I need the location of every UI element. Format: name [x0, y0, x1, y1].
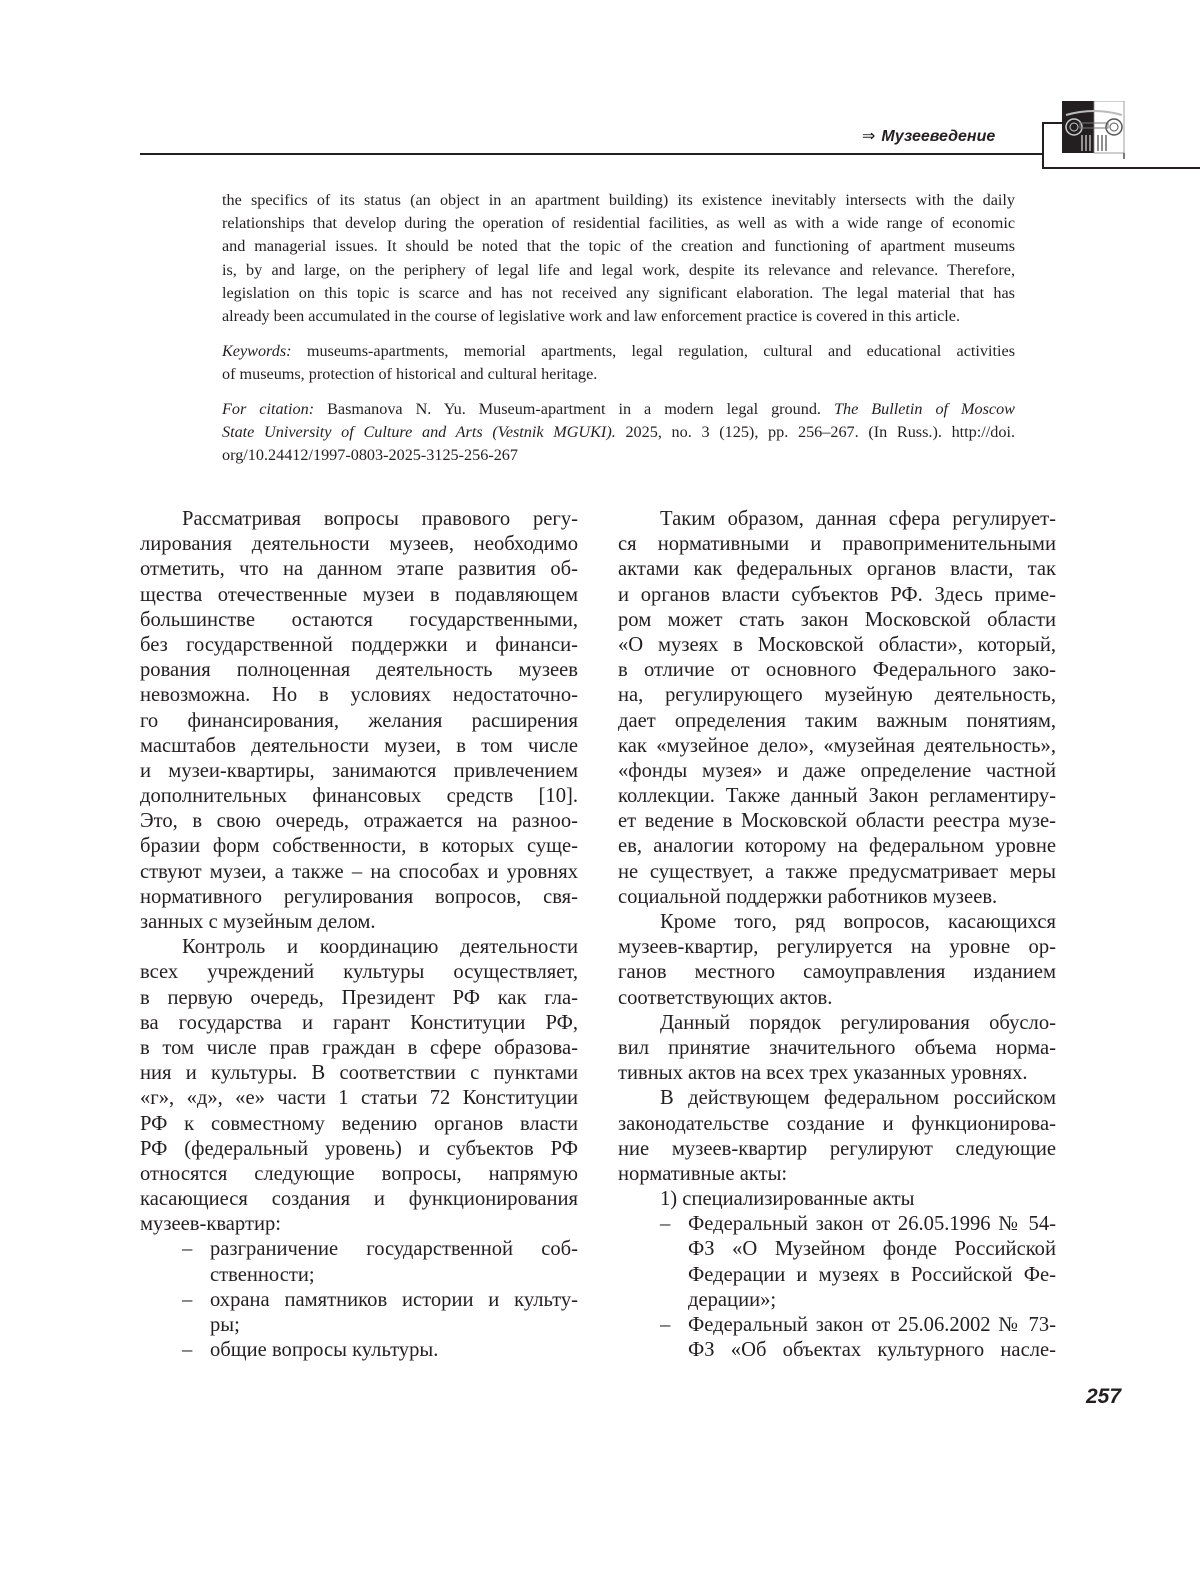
- list-dash: –: [182, 1288, 193, 1311]
- list-dash: –: [660, 1213, 671, 1236]
- text-line: [140, 960, 578, 985]
- line-text: в отличие от основного Федерального зако-: [618, 659, 1056, 682]
- text-line: [618, 1212, 1056, 1237]
- text-line: [140, 557, 578, 582]
- abstract-line: is, by and large, on the periphery of legal life and legal work, despite its relevance and relevance. Therefore,: [222, 260, 1015, 279]
- line-text: как «музейное дело», «музейная деятельность»,: [618, 734, 1056, 757]
- line-text: большинстве остаются государственными,: [140, 608, 578, 631]
- text-line: [618, 683, 1056, 708]
- text-line: [618, 910, 1056, 935]
- line-text: Федерации и музеях в Российской Фе-: [688, 1263, 1056, 1286]
- line-text: РФ (федеральный уровень) и субъектов РФ: [140, 1137, 578, 1160]
- text-line: [140, 583, 578, 608]
- paragraph: [618, 1011, 1056, 1087]
- line-text: ва государства и гарант Конституции РФ,: [140, 1011, 578, 1034]
- paragraph: [140, 507, 578, 935]
- list-item: [140, 1288, 578, 1338]
- text-line: [618, 1112, 1056, 1137]
- line-text: вил принятие значительного объема норма-: [618, 1036, 1056, 1059]
- text-line: [618, 532, 1056, 557]
- text-line: [618, 557, 1056, 582]
- page-number: 257: [1086, 1385, 1122, 1408]
- line-text: лирования деятельности музеев, необходимо: [140, 533, 578, 556]
- line-text: ние музеев-квартир регулируют следующие: [618, 1137, 1056, 1160]
- abstract-line: already been accumulated in the course of legislative work and law enforcement practice is covered in this article.: [222, 306, 961, 325]
- text-line: [140, 1112, 578, 1137]
- text-line: [140, 1212, 578, 1237]
- text-line: [140, 1036, 578, 1061]
- section-title-text: Музееведение: [881, 128, 996, 145]
- line-text: Это, в свою очередь, отражается на разноо-: [140, 810, 578, 833]
- line-text: музеев-квартир:: [140, 1213, 281, 1236]
- paragraph: [618, 1187, 1056, 1212]
- line-text: Рассматривая вопросы правового регу-: [182, 508, 578, 530]
- line-text: и органов власти субъектов РФ. Здесь приме-: [618, 583, 1056, 606]
- line-text: масштабов деятельности музеи, в том числе: [140, 734, 578, 757]
- line-text: ся нормативными и правоприменительными: [618, 533, 1056, 556]
- text-line: [140, 1137, 578, 1162]
- text-line: [140, 507, 578, 532]
- line-text: Кроме того, ряд вопросов, касающихся: [660, 911, 1056, 933]
- paragraph: [140, 935, 578, 1237]
- keywords-line-segment: of museums, protection of historical and cultural heritage.: [222, 365, 598, 384]
- text-line: [140, 784, 578, 809]
- citation-line-segment: The Bulletin of Moscow: [833, 400, 1015, 418]
- line-text: дерации»;: [688, 1288, 777, 1311]
- line-text: нормативного регулирования вопросов, свя-: [140, 885, 578, 908]
- arrow-icon: ⇒: [862, 128, 876, 145]
- line-text: Данный порядок регулирования обусло-: [660, 1011, 1056, 1034]
- list-item: [140, 1237, 578, 1287]
- line-text: «О музеях в Московской области», который,: [618, 633, 1056, 656]
- line-text: «фонды музея» и даже определение частной: [618, 759, 1056, 782]
- list-dash: –: [182, 1238, 193, 1261]
- line-text: ния и культуры. В соответствии с пунктами: [140, 1062, 578, 1085]
- line-text: нормативные акты:: [618, 1162, 788, 1185]
- text-line: [140, 809, 578, 834]
- text-line: [140, 834, 578, 859]
- text-line: [140, 1187, 578, 1212]
- text-line: [140, 935, 578, 960]
- line-text: отметить, что на данном этапе развития об-: [140, 558, 578, 581]
- text-line: [618, 1313, 1056, 1338]
- citation-line: [222, 421, 1015, 444]
- line-text: ственности;: [210, 1263, 315, 1286]
- text-line: [140, 986, 578, 1011]
- list-item: [618, 1313, 1056, 1363]
- text-line: [618, 1237, 1056, 1262]
- text-line: [618, 860, 1056, 885]
- paragraph: [618, 1086, 1056, 1187]
- line-text: го финансирования, желания расширения: [140, 709, 578, 732]
- text-line: [618, 759, 1056, 784]
- text-line: [618, 583, 1056, 608]
- logo-frame-top: [1042, 122, 1062, 124]
- ionic-column-capital-icon: [1062, 101, 1126, 159]
- text-line: [140, 1263, 578, 1288]
- keywords-line-segment: Keywords:: [222, 342, 292, 360]
- line-text: разграничение государственной соб-: [210, 1238, 578, 1261]
- abstract: [222, 189, 1015, 328]
- line-text: «г», «д», «е» части 1 статьи 72 Конституции: [140, 1087, 578, 1110]
- text-line: [618, 986, 1056, 1011]
- line-text: ет ведение в Московской области реестра музе-: [618, 810, 1056, 833]
- text-line: [618, 885, 1056, 910]
- line-text: Федеральный закон от 25.06.2002 № 73-: [688, 1314, 1056, 1336]
- section-title: [862, 126, 995, 146]
- line-text: дает определения таким важным понятиям,: [618, 709, 1056, 732]
- line-text: соответствующих актов.: [618, 986, 833, 1009]
- line-text: законодательстве создание и функционирова-: [618, 1112, 1056, 1135]
- line-text: Федеральный закон от 26.05.1996 № 54-: [688, 1213, 1056, 1236]
- list-dash: –: [182, 1339, 193, 1362]
- body-column-left: [140, 507, 578, 1363]
- text-line: [618, 1288, 1056, 1313]
- header-rule: [140, 153, 1042, 155]
- text-line: [140, 1011, 578, 1036]
- text-line: [618, 608, 1056, 633]
- text-line: [618, 633, 1056, 658]
- text-line: [140, 1237, 578, 1262]
- line-text: невозможна. Но в условиях недостаточно-: [140, 684, 578, 707]
- keywords-line-segment: museums-apartments, memorial apartments, legal regulation, cultural and educational activities: [291, 342, 1015, 360]
- line-text: касающиеся создания и функционирования: [140, 1188, 578, 1211]
- text-line: [618, 960, 1056, 985]
- text-line: [140, 910, 578, 935]
- line-text: ФЗ «Об объектах культурного насле-: [688, 1339, 1056, 1362]
- line-text: относятся следующие вопросы, напрямую: [140, 1162, 578, 1185]
- line-text: без государственной поддержки и финанси-: [140, 633, 578, 656]
- text-line: [618, 809, 1056, 834]
- line-text: дополнительных финансовых средств [10].: [140, 785, 578, 808]
- text-line: [618, 1162, 1056, 1187]
- line-text: рования полноценная деятельность музеев: [140, 659, 578, 682]
- line-text: общие вопросы культуры.: [210, 1339, 439, 1362]
- paragraph: [618, 910, 1056, 1011]
- text-line: [618, 658, 1056, 683]
- list-dash: –: [660, 1314, 671, 1336]
- logo-frame-left: [1042, 122, 1044, 168]
- abstract-line: legislation on this topic is scarce and has not received any significant elaboration. The legal material that has: [222, 283, 1015, 302]
- list-item: [140, 1338, 578, 1363]
- list-item: [618, 1212, 1056, 1313]
- text-line: [140, 1086, 578, 1111]
- text-line: [140, 608, 578, 633]
- text-line: [618, 1086, 1056, 1111]
- citation-line-segment: Basmanova N. Yu. Museum-apartment in a modern legal ground.: [314, 400, 834, 418]
- text-line: [618, 1137, 1056, 1162]
- citation-line-segment: org/10.24412/1997-0803-2025-3125-256-267: [222, 446, 518, 465]
- text-line: [618, 834, 1056, 859]
- body-column-right: [618, 507, 1056, 1363]
- line-text: бразии форм собственности, в которых суще-: [140, 835, 578, 858]
- abstract-line: the specifics of its status (an object in an apartment building) its existence inevitably intersects with the daily: [222, 191, 1015, 209]
- line-text: музеев-квартир, регулируется на уровне ор-: [618, 936, 1056, 959]
- line-text: на, регулирующего музейную деятельность,: [618, 684, 1056, 707]
- line-text: тивных актов на всех трех указанных уровнях.: [618, 1062, 1028, 1085]
- text-line: [140, 633, 578, 658]
- text-line: [140, 759, 578, 784]
- text-line: [140, 709, 578, 734]
- citation-line-segment: State University of Culture and Arts (Vestnik MGUKI).: [222, 423, 616, 442]
- text-line: [140, 1061, 578, 1086]
- keywords: [222, 340, 1015, 386]
- text-line: [140, 658, 578, 683]
- text-line: [618, 1263, 1056, 1288]
- citation-line: [222, 398, 1015, 421]
- keywords-line: [222, 340, 1015, 363]
- line-text: актами как федеральных органов власти, так: [618, 558, 1056, 581]
- text-line: [618, 1011, 1056, 1036]
- line-text: всех учреждений культуры осуществляет,: [140, 961, 578, 984]
- text-line: [140, 885, 578, 910]
- line-text: не существует, а также предусматривает меры: [618, 860, 1056, 883]
- line-text: охрана памятников истории и культу-: [210, 1288, 578, 1311]
- logo-frame-bottom: [1042, 167, 1200, 169]
- text-line: [140, 1338, 578, 1363]
- line-text: ФЗ «О Музейном фонде Российской: [688, 1238, 1056, 1261]
- text-line: [618, 935, 1056, 960]
- line-text: 1) специализированные акты: [660, 1188, 915, 1211]
- text-line: [140, 1288, 578, 1313]
- abstract-line: and managerial issues. It should be noted that the topic of the creation and functioning of apartment museums: [222, 237, 1015, 256]
- text-line: [140, 532, 578, 557]
- text-line: [618, 709, 1056, 734]
- text-line: [618, 734, 1056, 759]
- text-line: [140, 1162, 578, 1187]
- text-line: [140, 683, 578, 708]
- line-text: занных с музейным делом.: [140, 911, 376, 933]
- text-line: [618, 1036, 1056, 1061]
- line-text: социальной поддержки работников музеев.: [618, 885, 998, 908]
- line-text: в первую очередь, Президент РФ как гла-: [140, 986, 578, 1009]
- line-text: щества отечественные музеи в подавляющем: [140, 583, 578, 606]
- abstract-line: relationships that develop during the operation of residential facilities, as well as with a wide range of economic: [222, 214, 1015, 233]
- line-text: коллекции. Также данный Закон регламентиру-: [618, 785, 1056, 808]
- citation-line: [222, 444, 1015, 467]
- citation-line-segment: For citation:: [222, 400, 315, 418]
- line-text: Контроль и координацию деятельности: [182, 936, 578, 959]
- text-line: [618, 507, 1056, 532]
- line-text: ром может стать закон Московской области: [618, 608, 1056, 631]
- text-line: [618, 784, 1056, 809]
- text-line: [140, 1313, 578, 1338]
- line-text: РФ к совместному ведению органов власти: [140, 1112, 578, 1135]
- line-text: В действующем федеральном российском: [660, 1087, 1056, 1110]
- line-text: ев, аналогии которому на федеральном уровне: [618, 835, 1056, 858]
- text-line: [618, 1338, 1056, 1363]
- line-text: в том числе прав граждан в сфере образова-: [140, 1036, 578, 1059]
- citation: [222, 398, 1015, 468]
- keywords-line: [222, 363, 1015, 386]
- text-line: [140, 734, 578, 759]
- line-text: ствуют музеи, а также – на способах и уровнях: [140, 860, 578, 883]
- text-line: [140, 860, 578, 885]
- text-line: [618, 1187, 1056, 1212]
- paragraph: [618, 507, 1056, 910]
- text-line: [618, 1061, 1056, 1086]
- line-text: ры;: [210, 1314, 240, 1336]
- line-text: и музеи-квартиры, занимаются привлечением: [140, 759, 578, 782]
- citation-line-segment: 2025, no. 3 (125), pp. 256–267. (In Russ.). http://doi.: [615, 423, 1015, 442]
- line-text: Таким образом, данная сфера регулирует-: [660, 508, 1056, 530]
- line-text: ганов местного самоуправления изданием: [618, 961, 1056, 984]
